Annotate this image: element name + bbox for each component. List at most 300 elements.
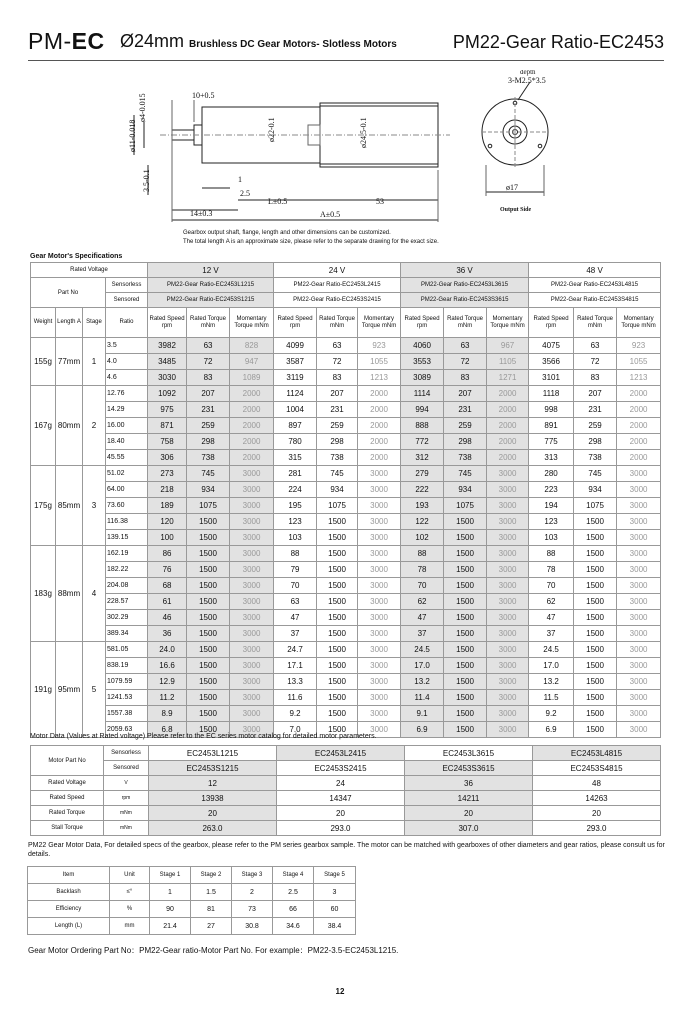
- spec-value: 123: [274, 514, 317, 530]
- ratio-value: 162.19: [106, 546, 148, 562]
- spec-value: 231: [444, 402, 487, 418]
- spec-value: 1500: [187, 626, 230, 642]
- table-row: [31, 450, 661, 466]
- spec-value: 2000: [487, 434, 529, 450]
- spec-value: 231: [317, 402, 358, 418]
- spec-value: 1500: [317, 626, 358, 642]
- brand: PM-EC: [28, 28, 105, 54]
- spec-value: 745: [317, 466, 358, 482]
- spec-value: 1500: [444, 658, 487, 674]
- spec-value: 72: [574, 354, 617, 370]
- spec-value: 47: [529, 610, 574, 626]
- ratio-value: 2059.63: [106, 722, 148, 738]
- spec-value: 3000: [487, 578, 529, 594]
- sensorless-label: Sensorless: [104, 746, 149, 761]
- spec-value: 2000: [487, 402, 529, 418]
- spec-value: 218: [148, 482, 187, 498]
- length-value: 80mm: [56, 386, 83, 466]
- spec-value: 1118: [529, 386, 574, 402]
- spec-value: 3000: [487, 722, 529, 738]
- spec-value: 4075: [529, 338, 574, 354]
- motor-param-unit: V: [104, 776, 149, 791]
- spec-value: 4060: [401, 338, 444, 354]
- motor-param-value: 12: [149, 776, 277, 791]
- table-row: [31, 263, 661, 278]
- spec-value: 2000: [617, 386, 661, 402]
- spec-value: 3000: [358, 690, 401, 706]
- weight-label: Weight: [31, 308, 56, 338]
- spec-value: 103: [274, 530, 317, 546]
- ratio-value: 581.05: [106, 642, 148, 658]
- ratio-value: 1557.38: [106, 706, 148, 722]
- spec-value: 2000: [617, 418, 661, 434]
- spec-value: 1500: [574, 722, 617, 738]
- ratio-value: 3.5: [106, 338, 148, 354]
- motor-param-value: 293.0: [533, 821, 661, 836]
- page-number: 12: [335, 987, 345, 996]
- spec-value: 1500: [444, 594, 487, 610]
- spec-value: 207: [317, 386, 358, 402]
- spec-value: 1213: [617, 370, 661, 386]
- spec-value: 1500: [444, 546, 487, 562]
- spec-value: 975: [148, 402, 187, 418]
- spec-value: 1500: [187, 514, 230, 530]
- spec-value: 2000: [230, 434, 274, 450]
- table-row: [31, 578, 661, 594]
- spec-value: 2000: [230, 402, 274, 418]
- spec-value: 998: [529, 402, 574, 418]
- spec-value: 1500: [574, 514, 617, 530]
- length-label: Length A: [56, 308, 83, 338]
- ratio-value: 1079.59: [106, 674, 148, 690]
- spec-value: 224: [274, 482, 317, 498]
- ratio-value: 12.76: [106, 386, 148, 402]
- spec-value: 1500: [187, 722, 230, 738]
- spec-value: 1500: [187, 594, 230, 610]
- part-no-label: Part No: [31, 278, 106, 308]
- rated-speed-header: Rated Speed rpm: [274, 308, 317, 338]
- spec-value: 88: [529, 546, 574, 562]
- motor-param-value: 20: [277, 806, 405, 821]
- spec-value: 7.0: [274, 722, 317, 738]
- spec-value: 259: [187, 418, 230, 434]
- spec-value: 3000: [617, 594, 661, 610]
- table-row: [28, 884, 356, 901]
- spec-value: 194: [529, 498, 574, 514]
- spec-value: 1075: [444, 498, 487, 514]
- spec-value: 298: [444, 434, 487, 450]
- gearbox-value: 38.4: [314, 918, 356, 935]
- spec-value: 2000: [487, 450, 529, 466]
- motor-param-label: Rated Torque: [31, 806, 104, 821]
- gearbox-header-cell: Stage 5: [314, 867, 356, 884]
- ratio-value: 1241.53: [106, 690, 148, 706]
- spec-value: 2000: [230, 418, 274, 434]
- motor-param-value: 36: [405, 776, 533, 791]
- spec-value: 279: [401, 466, 444, 482]
- spec-value: 897: [274, 418, 317, 434]
- spec-value: 3000: [358, 578, 401, 594]
- spec-value: 83: [317, 370, 358, 386]
- spec-value: 934: [444, 482, 487, 498]
- sensored-part: PM22-Gear Ratio-EC2453S1215: [148, 293, 274, 308]
- ratio-value: 18.40: [106, 434, 148, 450]
- spec-value: 1500: [187, 530, 230, 546]
- spec-value: 3000: [487, 674, 529, 690]
- ratio-value: 14.29: [106, 402, 148, 418]
- sensored-part: PM22-Gear Ratio-EC2453S4815: [529, 293, 661, 308]
- spec-value: 1500: [444, 674, 487, 690]
- spec-value: 1500: [444, 610, 487, 626]
- output-side-label: Output Side: [500, 207, 532, 213]
- motor-param-value: 24: [277, 776, 405, 791]
- table-row: [31, 466, 661, 482]
- spec-value: 3000: [487, 658, 529, 674]
- page-header: [28, 22, 664, 62]
- spec-value: 3000: [617, 674, 661, 690]
- spec-value: 1500: [187, 690, 230, 706]
- rated-torque-header: Rated Torque mNm: [317, 308, 358, 338]
- motor-param-value: 263.0: [149, 821, 277, 836]
- table-row: [31, 821, 661, 836]
- stage-value: 1: [83, 338, 106, 386]
- gearbox-value: 21.4: [150, 918, 191, 935]
- spec-value: 17.0: [401, 658, 444, 674]
- dim-shaft-dia: ø4-0.015: [138, 93, 147, 122]
- spec-value: 1213: [358, 370, 401, 386]
- spec-value: 207: [574, 386, 617, 402]
- spec-value: 1500: [574, 594, 617, 610]
- spec-value: 3000: [617, 514, 661, 530]
- weight-value: 175g: [31, 466, 56, 546]
- spec-value: 195: [274, 498, 317, 514]
- voltage-header: 12 V: [148, 263, 274, 278]
- sensorless-part: PM22-Gear Ratio-EC2453L2415: [274, 278, 401, 293]
- gearbox-header-cell: Stage 2: [191, 867, 232, 884]
- spec-value: 934: [187, 482, 230, 498]
- spec-value: 1500: [317, 530, 358, 546]
- spec-value: 13.3: [274, 674, 317, 690]
- table-row: [31, 434, 661, 450]
- header-divider: [28, 60, 664, 61]
- gearbox-value: %: [110, 901, 150, 918]
- spec-value: 122: [401, 514, 444, 530]
- spec-value: 259: [317, 418, 358, 434]
- spec-value: 738: [444, 450, 487, 466]
- spec-value: 37: [401, 626, 444, 642]
- spec-value: 758: [148, 434, 187, 450]
- spec-value: 1500: [317, 674, 358, 690]
- gearbox-header-cell: Stage 3: [232, 867, 273, 884]
- spec-value: 1500: [444, 706, 487, 722]
- spec-value: 6.9: [401, 722, 444, 738]
- gearbox-header-cell: Stage 1: [150, 867, 191, 884]
- spec-value: 1089: [230, 370, 274, 386]
- sensorless-part: PM22-Gear Ratio-EC2453L4815: [529, 278, 661, 293]
- rated-torque-header: Rated Torque mNm: [187, 308, 230, 338]
- spec-value: 24.5: [401, 642, 444, 658]
- spec-value: 193: [401, 498, 444, 514]
- spec-value: 13.2: [401, 674, 444, 690]
- spec-value: 1500: [444, 562, 487, 578]
- motor-param-value: 293.0: [277, 821, 405, 836]
- gearbox-value: 30.8: [232, 918, 273, 935]
- motor-sensored-part: EC2453S2415: [277, 761, 405, 776]
- spec-value: 3000: [487, 498, 529, 514]
- spec-value: 3000: [617, 530, 661, 546]
- table-row: [31, 514, 661, 530]
- spec-value: 1500: [444, 626, 487, 642]
- gearbox-value: ≤°: [110, 884, 150, 901]
- gearbox-value: mm: [110, 918, 150, 935]
- spec-value: 3000: [487, 594, 529, 610]
- spec-value: 102: [401, 530, 444, 546]
- table-row: [31, 402, 661, 418]
- ratio-value: 302.29: [106, 610, 148, 626]
- table-row: [31, 370, 661, 386]
- dim-flange-dia: ø11-0.018: [128, 119, 137, 152]
- spec-value: 772: [401, 434, 444, 450]
- spec-value: 72: [317, 354, 358, 370]
- ratio-value: 64.00: [106, 482, 148, 498]
- table-row: [31, 706, 661, 722]
- table-row: [31, 482, 661, 498]
- table-row: [31, 791, 661, 806]
- motor-param-value: 14211: [405, 791, 533, 806]
- gearbox-value: 3: [314, 884, 356, 901]
- table-row: [31, 338, 661, 354]
- spec-value: 3000: [617, 562, 661, 578]
- spec-value: 1075: [574, 498, 617, 514]
- spec-value: 1092: [148, 386, 187, 402]
- table-row: [31, 546, 661, 562]
- momentary-torque-header: Momentary Torque mNm: [617, 308, 661, 338]
- motor-param-unit: mNm: [104, 821, 149, 836]
- spec-value: 3000: [230, 546, 274, 562]
- spec-value: 63: [574, 338, 617, 354]
- motor-sensorless-part: EC2453L1215: [149, 746, 277, 761]
- spec-value: 3000: [230, 642, 274, 658]
- spec-value: 1500: [317, 546, 358, 562]
- gearbox-value: 1.5: [191, 884, 232, 901]
- pcd-label: ø17: [506, 183, 518, 192]
- spec-value: 3000: [487, 466, 529, 482]
- gearbox-value: 2.5: [273, 884, 314, 901]
- dim-2-5: 2.5: [240, 189, 250, 198]
- spec-value: 120: [148, 514, 187, 530]
- spec-value: 1500: [444, 578, 487, 594]
- spec-value: 83: [187, 370, 230, 386]
- spec-value: 123: [529, 514, 574, 530]
- spec-value: 281: [274, 466, 317, 482]
- spec-value: 1500: [574, 658, 617, 674]
- dim-L: L±0.5: [268, 197, 288, 206]
- model-title: [120, 31, 397, 52]
- spec-value: 1500: [317, 610, 358, 626]
- spec-value: 3000: [230, 706, 274, 722]
- gearbox-value: 1: [150, 884, 191, 901]
- momentary-torque-header: Momentary Torque mNm: [230, 308, 274, 338]
- spec-value: 13.2: [529, 674, 574, 690]
- gearbox-item-label: Length (L): [28, 918, 110, 935]
- spec-value: 100: [148, 530, 187, 546]
- table-row: [31, 354, 661, 370]
- spec-value: 3101: [529, 370, 574, 386]
- dim-key: 3.5-0.1: [142, 169, 151, 192]
- specs-heading: Gear Motor's Specifications: [30, 253, 123, 260]
- motor-caption: Motor Data (Values at Rated voltage) Please refer to the EC series motor catalog for detailed motor parameters.: [30, 733, 377, 740]
- ratio-label: Ratio: [106, 308, 148, 338]
- table-row: [31, 278, 661, 293]
- spec-value: 3000: [487, 482, 529, 498]
- spec-value: 3000: [617, 482, 661, 498]
- table-row: [31, 746, 661, 761]
- spec-value: 934: [317, 482, 358, 498]
- sensored-label: Sensored: [104, 761, 149, 776]
- spec-value: 745: [444, 466, 487, 482]
- spec-value: 11.5: [529, 690, 574, 706]
- weight-value: 191g: [31, 642, 56, 738]
- spec-value: 68: [148, 578, 187, 594]
- spec-value: 189: [148, 498, 187, 514]
- spec-value: 2000: [358, 418, 401, 434]
- spec-value: 2000: [487, 386, 529, 402]
- spec-value: 3000: [358, 514, 401, 530]
- spec-value: 62: [529, 594, 574, 610]
- voltage-header: 24 V: [274, 263, 401, 278]
- spec-value: 11.4: [401, 690, 444, 706]
- spec-value: 231: [187, 402, 230, 418]
- spec-value: 2000: [617, 402, 661, 418]
- spec-value: 994: [401, 402, 444, 418]
- spec-value: 3000: [617, 722, 661, 738]
- spec-value: 3000: [617, 690, 661, 706]
- spec-value: 1500: [574, 578, 617, 594]
- spec-value: 1500: [317, 722, 358, 738]
- spec-value: 37: [529, 626, 574, 642]
- spec-value: 3000: [617, 706, 661, 722]
- spec-value: 36: [148, 626, 187, 642]
- spec-value: 1500: [444, 530, 487, 546]
- spec-value: 891: [529, 418, 574, 434]
- spec-value: 63: [187, 338, 230, 354]
- stage-value: 4: [83, 546, 106, 642]
- spec-value: 47: [401, 610, 444, 626]
- spec-value: 3000: [230, 466, 274, 482]
- spec-value: 1004: [274, 402, 317, 418]
- spec-table: [30, 262, 661, 738]
- table-row: [31, 626, 661, 642]
- spec-value: 1500: [317, 642, 358, 658]
- momentary-torque-header: Momentary Torque mNm: [487, 308, 529, 338]
- table-row: [31, 293, 661, 308]
- spec-value: 4099: [274, 338, 317, 354]
- spec-value: 3000: [487, 562, 529, 578]
- stage-value: 2: [83, 386, 106, 466]
- spec-value: 70: [529, 578, 574, 594]
- spec-value: 3000: [358, 466, 401, 482]
- spec-value: 3000: [358, 706, 401, 722]
- motor-param-unit: rpm: [104, 791, 149, 806]
- weight-value: 155g: [31, 338, 56, 386]
- motor-sensorless-part: EC2453L2415: [277, 746, 405, 761]
- gearbox-value: 90: [150, 901, 191, 918]
- dim-shaft-len: 10+0.5: [192, 91, 215, 100]
- spec-value: 3000: [487, 610, 529, 626]
- spec-value: 298: [574, 434, 617, 450]
- gearbox-header-cell: Unit: [110, 867, 150, 884]
- spec-value: 306: [148, 450, 187, 466]
- motor-param-value: 20: [405, 806, 533, 821]
- spec-value: 24.5: [529, 642, 574, 658]
- rated-speed-header: Rated Speed rpm: [401, 308, 444, 338]
- stage-value: 5: [83, 642, 106, 738]
- ratio-value: 204.08: [106, 578, 148, 594]
- gearbox-item-label: Backlash: [28, 884, 110, 901]
- spec-value: 3587: [274, 354, 317, 370]
- voltage-header: 48 V: [529, 263, 661, 278]
- spec-value: 83: [444, 370, 487, 386]
- spec-value: 1055: [358, 354, 401, 370]
- ratio-value: 228.57: [106, 594, 148, 610]
- spec-value: 3000: [487, 626, 529, 642]
- spec-value: 738: [574, 450, 617, 466]
- spec-value: 63: [444, 338, 487, 354]
- motor-sensorless-part: EC2453L4815: [533, 746, 661, 761]
- dim-gear-dia: ø22-0.1: [267, 117, 276, 142]
- table-row: [31, 776, 661, 791]
- table-row: [31, 498, 661, 514]
- spec-value: 86: [148, 546, 187, 562]
- rated-speed-header: Rated Speed rpm: [148, 308, 187, 338]
- sensorless-label: Sensorless: [106, 278, 148, 293]
- spec-value: 70: [401, 578, 444, 594]
- spec-value: 1500: [317, 578, 358, 594]
- weight-value: 167g: [31, 386, 56, 466]
- table-row: [31, 642, 661, 658]
- motor-sensored-part: EC2453S4815: [533, 761, 661, 776]
- spec-value: 83: [574, 370, 617, 386]
- spec-value: 3000: [230, 498, 274, 514]
- table-row: [31, 610, 661, 626]
- gearbox-value: 81: [191, 901, 232, 918]
- length-value: 85mm: [56, 466, 83, 546]
- spec-value: 6.8: [148, 722, 187, 738]
- spec-value: 1500: [317, 690, 358, 706]
- spec-value: 3000: [358, 530, 401, 546]
- spec-value: 1500: [317, 706, 358, 722]
- spec-value: 3000: [230, 594, 274, 610]
- motor-part-no-label: Motor Part No: [31, 746, 104, 776]
- spec-value: 78: [401, 562, 444, 578]
- spec-value: 103: [529, 530, 574, 546]
- spec-value: 88: [274, 546, 317, 562]
- spec-value: 47: [274, 610, 317, 626]
- spec-value: 3000: [230, 562, 274, 578]
- gearbox-table: [27, 866, 356, 935]
- rated-speed-header: Rated Speed rpm: [529, 308, 574, 338]
- spec-value: 3000: [230, 722, 274, 738]
- spec-value: 1500: [187, 642, 230, 658]
- rated-voltage-label: Rated Voltage: [31, 263, 148, 278]
- spec-value: 3000: [487, 690, 529, 706]
- dim-14: 14±0.3: [190, 209, 213, 218]
- dim-motor-dia: ø24.5-0.1: [359, 117, 368, 148]
- motor-param-value: 13938: [149, 791, 277, 806]
- spec-value: 3000: [617, 642, 661, 658]
- gearbox-header-cell: Item: [28, 867, 110, 884]
- spec-value: 3000: [358, 674, 401, 690]
